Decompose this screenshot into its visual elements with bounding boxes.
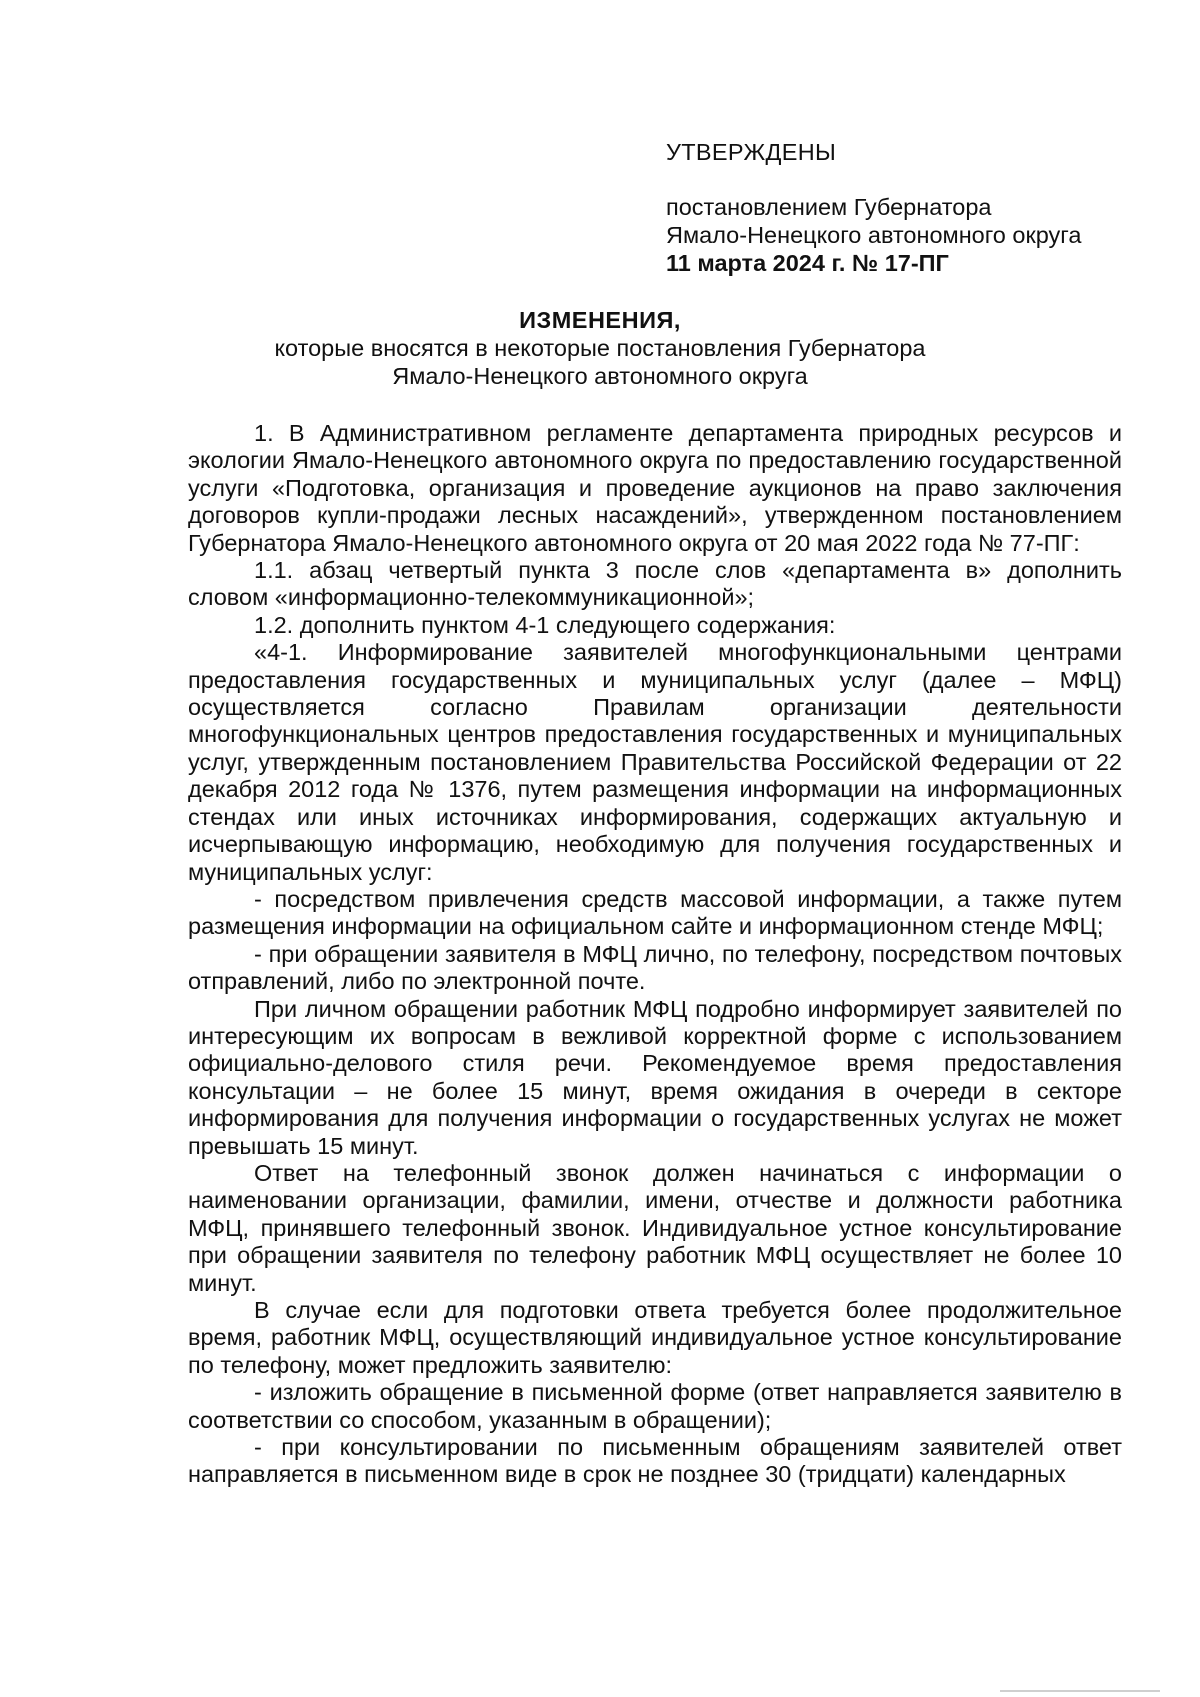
- document-subtitle-line-1: которые вносятся в некоторые постановления Губернатора: [274, 335, 926, 361]
- paragraph-bullet-media: - посредством привлечения средств массовой информации, а также путем размещения информации на официальном сайте и информационном стенде МФЦ;: [188, 885, 1122, 940]
- paragraph-phone-call: Ответ на телефонный звонок должен начинаться с информации о наименовании организации, фамилии, имени, отчестве и должности работника МФЦ, принявшего телефонный звонок. Индивидуальное устное консультирование при обращении заявителя по телефону работник МФЦ осуществляет не более 10 минут.: [188, 1159, 1122, 1296]
- scan-edge-mark: [1000, 1690, 1160, 1692]
- paragraph-personal-visit: При личном обращении работник МФЦ подробно информирует заявителей по интересующим их вопросам в вежливой корректной форме с использованием официально-делового стиля речи. Рекомендуемое время предоставления консультации – не более 15 минут, время ожидания в очереди в секторе информирования для получения информации о государственных услугах не может превышать 15 минут.: [188, 995, 1122, 1159]
- document-heading: ИЗМЕНЕНИЯ,: [519, 307, 681, 333]
- paragraph-1-2: 1.2. дополнить пунктом 4-1 следующего содержания:: [254, 611, 836, 638]
- document-subtitle-line-2: Ямало-Ненецкого автономного округа: [392, 363, 808, 389]
- document-body: [188, 420, 1122, 1489]
- document-title-block: [0, 306, 1200, 390]
- approved-label: УТВЕРЖДЕНЫ: [666, 139, 837, 165]
- paragraph-bullet-written-form: - изложить обращение в письменной форме (ответ направляется заявителю в соответствии со способом, указанным в обращении);: [188, 1379, 1122, 1433]
- paragraph-bullet-written-reply: - при консультировании по письменным обращениям заявителей ответ направляется в письменном виде в срок не позднее 30 (тридцати) календарных: [188, 1434, 1122, 1488]
- paragraph-1: 1. В Административном регламенте департамента природных ресурсов и экологии Ямало-Ненецкого автономного округа по предоставлению государственной услуги «Подготовка, организация и проведение аукционов на право заключения договоров купли-продажи лесных насаждений», утвержденном постановлением Губернатора Ямало-Ненецкого автономного округа от 20 мая 2022 года № 77-ПГ:: [188, 420, 1122, 556]
- paragraph-1-1: 1.1. абзац четвертый пункта 3 после слов «департамента в» дополнить словом «информационно-телекоммуникационной»;: [188, 557, 1122, 611]
- approval-line-region: Ямало-Ненецкого автономного округа: [666, 222, 1082, 248]
- approval-date-number: 11 марта 2024 г. № 17-ПГ: [666, 250, 949, 276]
- paragraph-longer-answer: В случае если для подготовки ответа требуется более продолжительное время, работник МФЦ, осуществляющий индивидуальное устное консультирование по телефону, может предложить заявителю:: [188, 1297, 1122, 1378]
- paragraph-bullet-contact: - при обращении заявителя в МФЦ лично, по телефону, посредством почтовых отправлений, либо по электронной почте.: [188, 940, 1122, 995]
- approval-line-decree: постановлением Губернатора: [666, 194, 992, 220]
- approval-stamp-block: [666, 138, 1166, 277]
- paragraph-4-1: «4-1. Информирование заявителей многофункциональными центрами предоставления государственных и муниципальных услуг (далее – МФЦ) осуществляется согласно Правилам организации деятельности многофункциональных центров предоставления государственных и муниципальных услуг, утвержденным постановлением Правительства Российской Федерации от 22 декабря 2012 года № 1376, путем размещения информации на информационных стендах или иных источниках информирования, содержащих актуальную и исчерпывающую информацию, необходимую для получения государственных и муниципальных услуг:: [188, 639, 1122, 885]
